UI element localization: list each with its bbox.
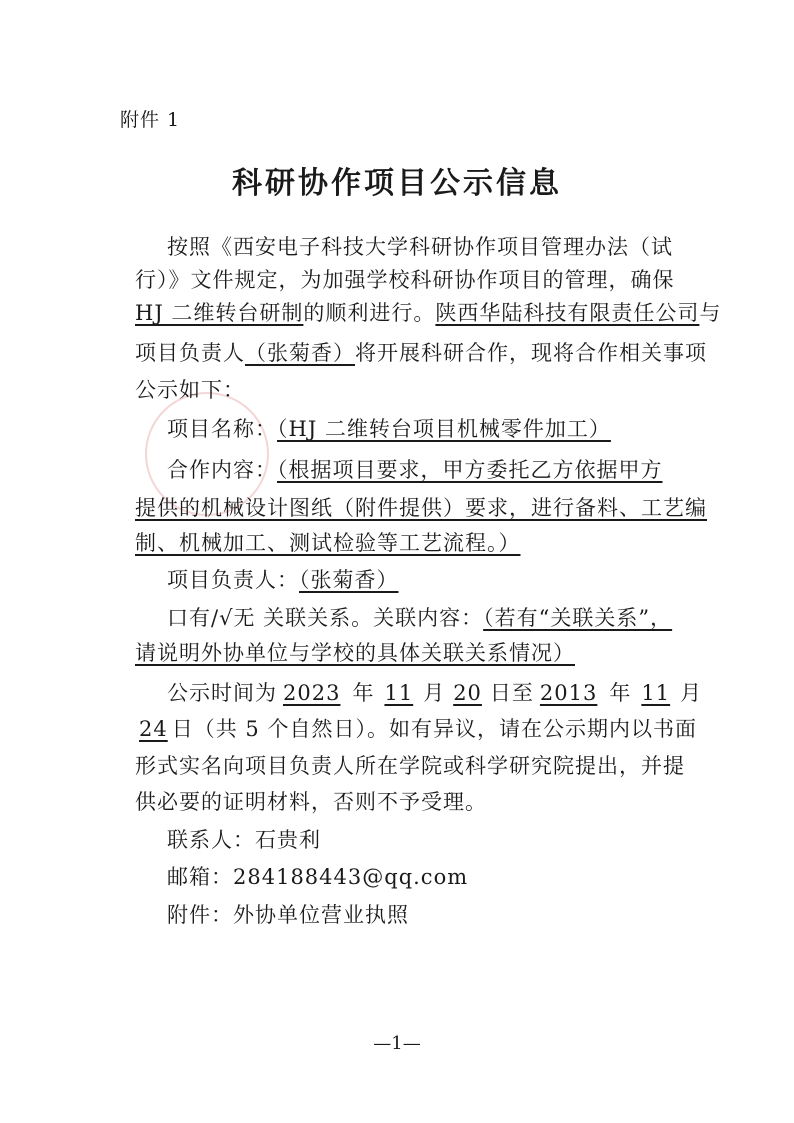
relation-row-2 xyxy=(135,640,675,666)
content-row-1 xyxy=(167,457,707,483)
content-label: 合作内容： xyxy=(167,458,277,482)
project-name-row xyxy=(167,416,707,442)
intro-line-5: 公示如下： xyxy=(135,378,245,402)
relation-row-1 xyxy=(167,605,707,631)
intro-line-1: 按照《西安电子科技大学科研协作项目管理办法（试 xyxy=(167,235,673,259)
intro-line-4 xyxy=(135,340,707,366)
intro-line-3 xyxy=(135,300,722,326)
period-prefix: 公示时间为 xyxy=(167,681,277,705)
project-title: HJ 二维转台研制 xyxy=(135,301,304,325)
month-unit: 月 xyxy=(680,681,703,705)
year-unit: 年 xyxy=(352,681,375,705)
content-value: 提供的机械设计图纸（附件提供）要求，进行备料、工艺编 xyxy=(135,496,707,520)
contact-label: 联系人： xyxy=(167,828,255,852)
attachment-row xyxy=(167,902,707,928)
end-month: 11 xyxy=(641,681,671,705)
content-value: 制、机械加工、测试检验等工艺流程。） xyxy=(135,531,521,555)
end-day: 24 xyxy=(139,717,168,741)
relation-value: （若有“关联关系”， xyxy=(483,606,673,630)
intro-text: 将开展科研合作，现将合作相关事项 xyxy=(355,341,707,365)
page-title: 科研协作项目公示信息 xyxy=(232,166,562,201)
period-row-1 xyxy=(167,680,707,706)
company-name: 陕西华陆科技有限责任公司 xyxy=(435,301,700,325)
period-rest: 日（共 5 个自然日）。如有异议，请在公示期内以书面 xyxy=(171,717,697,741)
period-row-4: 供必要的证明材料，否则不予受理。 xyxy=(135,790,487,814)
attachment-row-label: 附件： xyxy=(167,903,233,927)
email-value: 284188443@qq.com xyxy=(233,865,469,889)
content-row-3 xyxy=(135,530,675,556)
start-year: 2023 xyxy=(283,681,341,705)
attachment-label xyxy=(120,107,660,133)
attachment-label-text: 附件 1 xyxy=(120,109,181,131)
email-label: 邮箱： xyxy=(167,865,233,889)
year-unit: 年 xyxy=(609,681,632,705)
relation-prefix: 口有/√无 关联关系。关联内容： xyxy=(167,606,484,630)
leader-name: （张菊香） xyxy=(245,341,355,365)
leader-label: 项目负责人： xyxy=(167,568,299,592)
project-name-value: （HJ 二维转台项目机械零件加工） xyxy=(277,417,611,441)
period-row-3: 形式实名向项目负责人所在学院或科学研究院提出，并提 xyxy=(135,754,685,778)
leader-row xyxy=(167,567,707,593)
month-unit: 月 xyxy=(423,681,446,705)
page-number: —1— xyxy=(373,1033,421,1054)
intro-text: 的顺利进行。 xyxy=(303,301,436,325)
intro-text: 与 xyxy=(699,301,722,325)
start-day: 20 xyxy=(453,681,482,705)
period-row-2 xyxy=(135,716,697,742)
content-value: （根据项目要求，甲方委托乙方依据甲方 xyxy=(277,458,663,482)
start-month: 11 xyxy=(384,681,414,705)
content-row-2 xyxy=(135,495,707,521)
email-row xyxy=(167,864,707,890)
period-to: 日至 xyxy=(489,681,534,705)
end-year: 2013 xyxy=(539,681,598,705)
leader-value: （张菊香） xyxy=(299,568,399,592)
intro-line-2: 行）》文件规定，为加强学校科研协作项目的管理，确保 xyxy=(135,268,675,292)
project-name-label: 项目名称： xyxy=(167,417,277,441)
relation-value: 请说明外协单位与学校的具体关联关系情况） xyxy=(135,641,575,665)
attachment-row-value: 外协单位营业执照 xyxy=(233,903,409,927)
intro-text: 项目负责人 xyxy=(135,341,245,365)
contact-row xyxy=(167,827,707,853)
contact-value: 石贵利 xyxy=(255,828,321,852)
